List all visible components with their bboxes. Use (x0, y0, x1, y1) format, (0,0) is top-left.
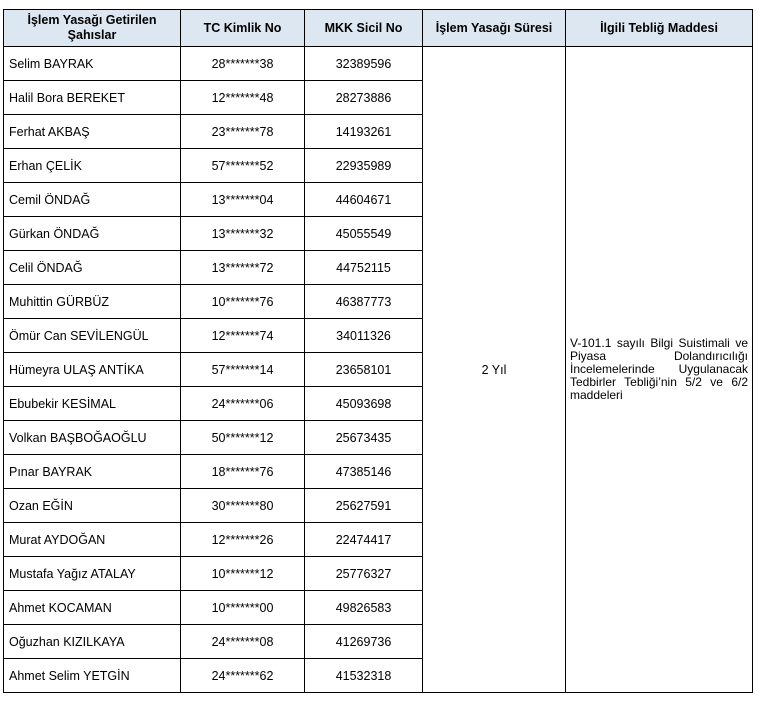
tc-number-cell: 24*******62 (181, 659, 305, 693)
mkk-number-cell: 49826583 (305, 591, 423, 625)
tc-number-cell: 10*******00 (181, 591, 305, 625)
ban-duration-cell: 2 Yıl (423, 47, 566, 693)
mkk-number-cell: 45093698 (305, 387, 423, 421)
person-name-cell: Oğuzhan KIZILKAYA (4, 625, 181, 659)
header-name: İşlem Yasağı Getirilen Şahıslar (4, 10, 181, 47)
mkk-number-cell: 41532318 (305, 659, 423, 693)
mkk-number-cell: 25673435 (305, 421, 423, 455)
regulation-article-text: V-101.1 sayılı Bilgi Suistimali ve Piyasa Dolandırıcılığı İncelemelerinde Uygulanacak Tedbirler Tebliği’nin 5/2 ve 6/2 maddeleri (570, 336, 748, 402)
mkk-number-cell: 23658101 (305, 353, 423, 387)
tc-number-cell: 50*******12 (181, 421, 305, 455)
table-header (4, 10, 753, 47)
person-name-cell: Cemil ÖNDAĞ (4, 183, 181, 217)
mkk-number-cell: 22935989 (305, 149, 423, 183)
person-name-cell: Murat AYDOĞAN (4, 523, 181, 557)
mkk-number-cell: 46387773 (305, 285, 423, 319)
tc-number-cell: 13*******32 (181, 217, 305, 251)
tc-number-cell: 12*******74 (181, 319, 305, 353)
mkk-number-cell: 22474417 (305, 523, 423, 557)
tc-number-cell: 12*******26 (181, 523, 305, 557)
person-name-cell: Gürkan ÖNDAĞ (4, 217, 181, 251)
header-row (4, 10, 753, 47)
mkk-number-cell: 25627591 (305, 489, 423, 523)
tc-number-cell: 57*******14 (181, 353, 305, 387)
mkk-number-cell: 28273886 (305, 81, 423, 115)
trading-ban-table (3, 9, 753, 693)
tc-number-cell: 13*******72 (181, 251, 305, 285)
mkk-number-cell: 44752115 (305, 251, 423, 285)
person-name-cell: Ebubekir KESİMAL (4, 387, 181, 421)
tc-number-cell: 24*******08 (181, 625, 305, 659)
mkk-number-cell: 47385146 (305, 455, 423, 489)
mkk-number-cell: 34011326 (305, 319, 423, 353)
header-tc: TC Kimlik No (181, 10, 305, 47)
header-mkk: MKK Sicil No (305, 10, 423, 47)
mkk-number-cell: 41269736 (305, 625, 423, 659)
mkk-number-cell: 44604671 (305, 183, 423, 217)
tc-number-cell: 57*******52 (181, 149, 305, 183)
tc-number-cell: 10*******12 (181, 557, 305, 591)
header-article: İlgili Tebliğ Maddesi (566, 10, 753, 47)
tc-number-cell: 23*******78 (181, 115, 305, 149)
person-name-cell: Selim BAYRAK (4, 47, 181, 81)
person-name-cell: Mustafa Yağız ATALAY (4, 557, 181, 591)
person-name-cell: Celil ÖNDAĞ (4, 251, 181, 285)
tc-number-cell: 30*******80 (181, 489, 305, 523)
tc-number-cell: 10*******76 (181, 285, 305, 319)
tc-number-cell: 18*******76 (181, 455, 305, 489)
person-name-cell: Ozan EĞİN (4, 489, 181, 523)
mkk-number-cell: 14193261 (305, 115, 423, 149)
header-duration: İşlem Yasağı Süresi (423, 10, 566, 47)
table-row (4, 47, 753, 81)
tc-number-cell: 12*******48 (181, 81, 305, 115)
person-name-cell: Halil Bora BEREKET (4, 81, 181, 115)
person-name-cell: Ömür Can SEVİLENGÜL (4, 319, 181, 353)
person-name-cell: Muhittin GÜRBÜZ (4, 285, 181, 319)
person-name-cell: Pınar BAYRAK (4, 455, 181, 489)
table-body (4, 47, 753, 693)
mkk-number-cell: 45055549 (305, 217, 423, 251)
person-name-cell: Hümeyra ULAŞ ANTİKA (4, 353, 181, 387)
person-name-cell: Volkan BAŞBOĞAOĞLU (4, 421, 181, 455)
person-name-cell: Ahmet Selim YETGİN (4, 659, 181, 693)
person-name-cell: Erhan ÇELİK (4, 149, 181, 183)
mkk-number-cell: 32389596 (305, 47, 423, 81)
tc-number-cell: 13*******04 (181, 183, 305, 217)
tc-number-cell: 24*******06 (181, 387, 305, 421)
person-name-cell: Ahmet KOCAMAN (4, 591, 181, 625)
tc-number-cell: 28*******38 (181, 47, 305, 81)
regulation-article-cell (566, 47, 753, 693)
person-name-cell: Ferhat AKBAŞ (4, 115, 181, 149)
mkk-number-cell: 25776327 (305, 557, 423, 591)
